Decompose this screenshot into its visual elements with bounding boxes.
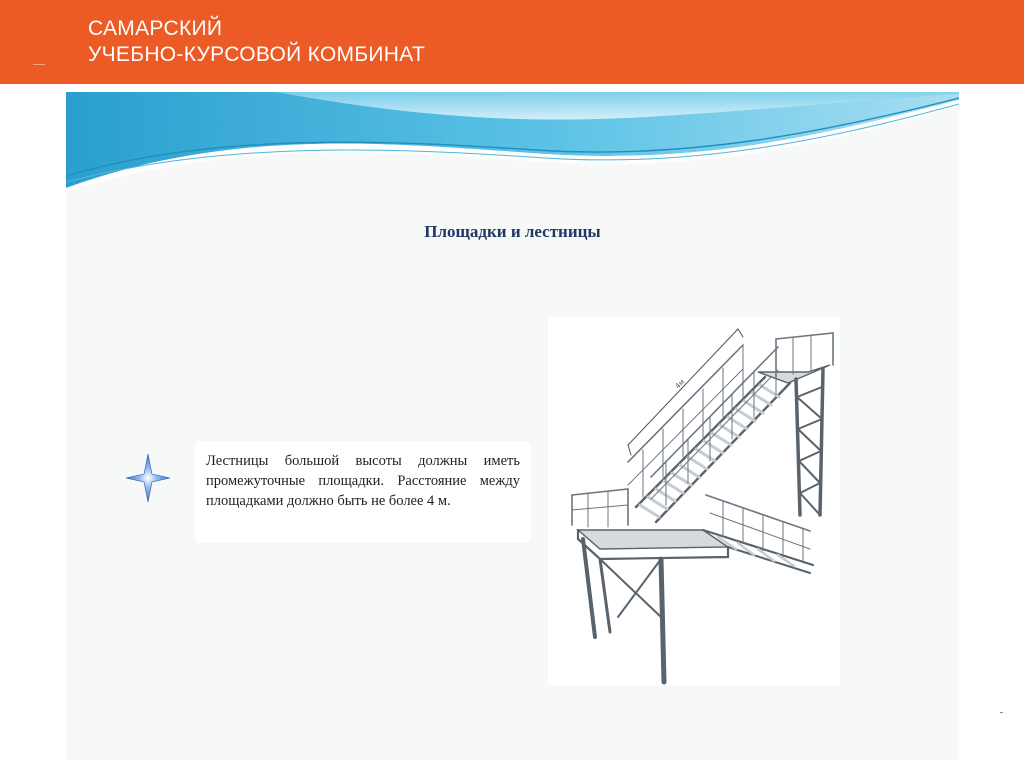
callout-text: Лестницы большой высоты должны иметь промежуточные площадки. Расстояние между площадками должно быть не более 4 м. [206,453,520,509]
organization-title [88,16,425,68]
organization-title-line1: САМАРСКИЙ [88,17,223,40]
slide-canvas [66,92,959,760]
header-mark [33,64,45,65]
corner-mark [1000,712,1003,713]
organization-title-line2: УЧЕБНО-КУРСОВОЙ КОМБИНАТ [88,43,426,66]
decorative-waves [66,92,959,202]
slide-title: Площадки и лестницы [424,222,601,241]
text-callout [195,441,531,543]
four-point-star-icon [124,452,172,504]
header-bar [0,0,1024,84]
dimension-label: 4м [673,377,687,391]
stair-drawing [548,317,840,685]
stair-structure-illustration [548,317,840,685]
